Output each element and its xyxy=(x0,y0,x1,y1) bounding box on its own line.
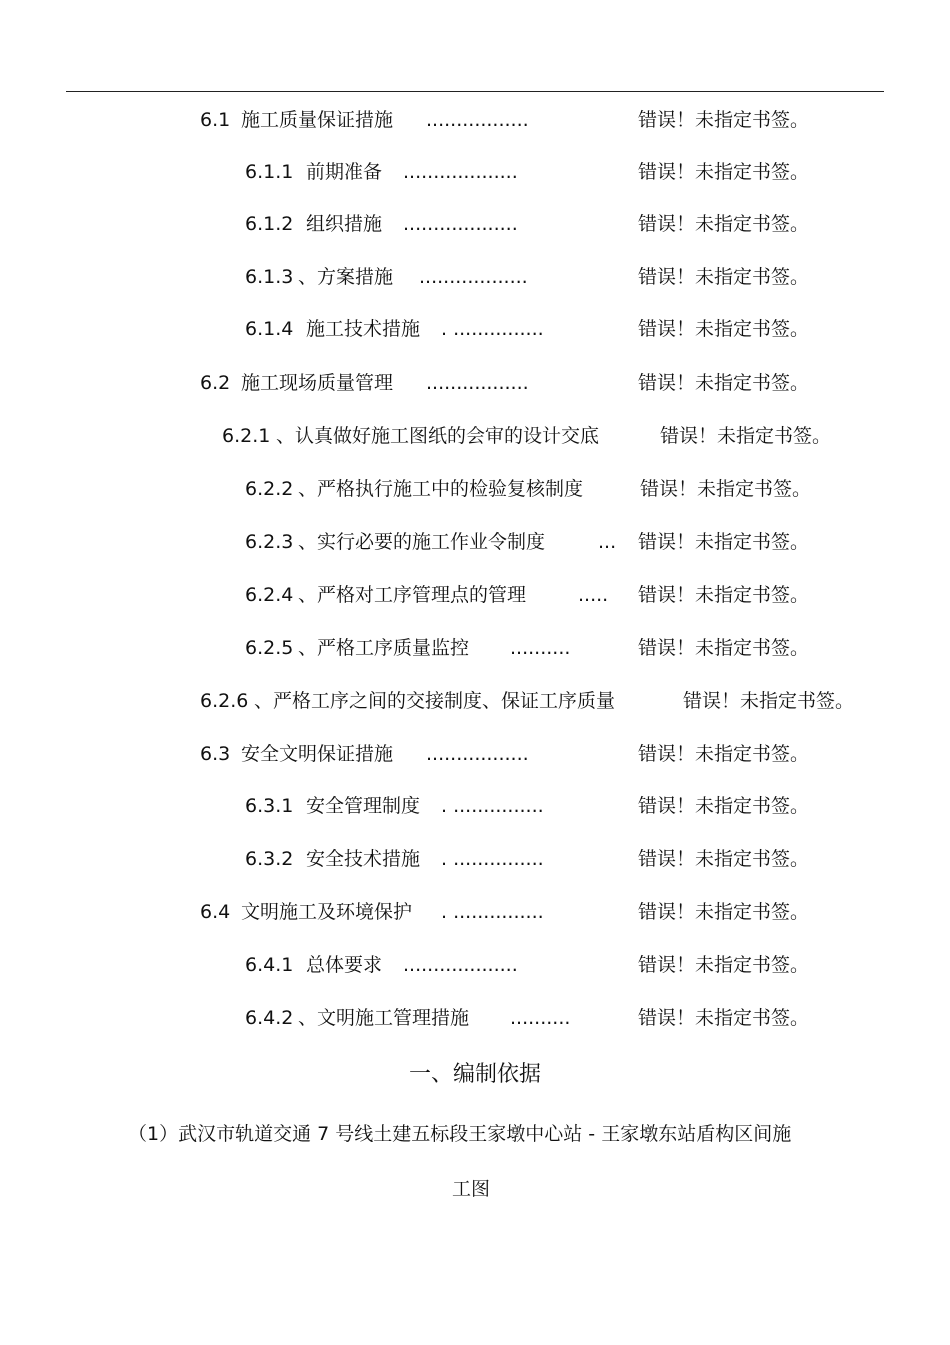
toc-page-ref: 错误！未指定书签。 xyxy=(638,584,810,606)
toc-entry-6-3-2[interactable] xyxy=(0,846,950,872)
toc-entry-6-4-1[interactable] xyxy=(0,952,950,978)
toc-title: 、方案措施 xyxy=(298,266,394,288)
toc-title: 安全文明保证措施 xyxy=(241,743,394,765)
toc-title: 前期准备 xyxy=(306,161,383,183)
toc-number: 6.2.3 xyxy=(245,531,294,553)
toc-leader: . ............... xyxy=(441,901,544,923)
toc-page-ref: 错误！未指定书签。 xyxy=(638,1007,810,1029)
toc-entry-6-1-2[interactable] xyxy=(0,211,950,237)
toc-number: 6.4.1 xyxy=(245,954,294,976)
toc-page-ref: 错误！未指定书签。 xyxy=(638,795,810,817)
toc-entry-6-2-5[interactable] xyxy=(0,635,950,661)
toc-number: 6.3.1 xyxy=(245,795,294,817)
toc-title: 施工技术措施 xyxy=(306,318,421,340)
toc-number: 6.2.4 xyxy=(245,584,294,606)
toc-leader: ... xyxy=(598,531,617,553)
toc-number: 6.1.4 xyxy=(245,318,294,340)
toc-title: 组织措施 xyxy=(306,213,383,235)
toc-number: 6.2.5 xyxy=(245,637,294,659)
toc-entry-6-1-4[interactable] xyxy=(0,316,950,342)
toc-number: 6.1.1 xyxy=(245,161,294,183)
toc-entry-6-1-1[interactable] xyxy=(0,159,950,185)
toc-page-ref: 错误！未指定书签。 xyxy=(638,318,810,340)
toc-entry-6-2-6[interactable] xyxy=(0,688,950,714)
toc-title: 文明施工及环境保护 xyxy=(241,901,413,923)
toc-entry-6-2-3[interactable] xyxy=(0,529,950,555)
toc-title: 安全技术措施 xyxy=(306,848,421,870)
toc-leader: ................. xyxy=(426,372,529,394)
toc-leader: . ............... xyxy=(441,848,544,870)
toc-title: 、实行必要的施工作业令制度 xyxy=(298,531,546,553)
toc-page-ref: 错误！未指定书签。 xyxy=(660,425,832,447)
toc-page-ref: 错误！未指定书签。 xyxy=(638,743,810,765)
toc-page-ref: 错误！未指定书签。 xyxy=(638,531,810,553)
toc-leader: ................... xyxy=(403,161,518,183)
toc-leader: .......... xyxy=(510,1007,571,1029)
toc-number: 6.3.2 xyxy=(245,848,294,870)
toc-leader: ................. xyxy=(426,743,529,765)
toc-title: 、严格执行施工中的检验复核制度 xyxy=(298,478,584,500)
toc-title: 总体要求 xyxy=(306,954,383,976)
toc-entry-6-3[interactable] xyxy=(0,741,950,767)
toc-entry-6-4[interactable] xyxy=(0,899,950,925)
toc-page-ref: 错误！未指定书签。 xyxy=(638,161,810,183)
toc-title: 施工质量保证措施 xyxy=(241,109,394,131)
toc-leader: ................. xyxy=(426,109,529,131)
toc-leader: ................... xyxy=(403,213,518,235)
toc-leader: ................... xyxy=(403,954,518,976)
toc-page-ref: 错误！未指定书签。 xyxy=(683,690,855,712)
toc-page-ref: 错误！未指定书签。 xyxy=(638,372,810,394)
toc-leader: . ............... xyxy=(441,318,544,340)
toc-entry-6-1[interactable] xyxy=(0,107,950,133)
toc-title: 施工现场质量管理 xyxy=(241,372,394,394)
toc-number: 6.1.3 xyxy=(245,266,294,288)
toc-number: 6.2.2 xyxy=(245,478,294,500)
toc-page-ref: 错误！未指定书签。 xyxy=(638,901,810,923)
toc-number: 6.4 xyxy=(200,901,231,923)
toc-number: 6.1.2 xyxy=(245,213,294,235)
toc-title: 、认真做好施工图纸的会审的设计交底 xyxy=(276,425,600,447)
header-rule xyxy=(66,91,884,92)
toc-page-ref: 错误！未指定书签。 xyxy=(638,213,810,235)
toc-page-ref: 错误！未指定书签。 xyxy=(638,848,810,870)
toc-leader: .......... xyxy=(510,637,571,659)
toc-entry-6-2-4[interactable] xyxy=(0,582,950,608)
toc-title: 安全管理制度 xyxy=(306,795,421,817)
toc-title: 、文明施工管理措施 xyxy=(298,1007,470,1029)
toc-leader: .................. xyxy=(419,266,528,288)
toc-number: 6.3 xyxy=(200,743,231,765)
toc-number: 6.2.1 xyxy=(222,425,271,447)
toc-entry-6-4-2[interactable] xyxy=(0,1005,950,1031)
toc-page-ref: 错误！未指定书签。 xyxy=(638,109,810,131)
toc-entry-6-2-1[interactable] xyxy=(0,423,950,449)
toc-page-ref: 错误！未指定书签。 xyxy=(638,637,810,659)
toc-entry-6-3-1[interactable] xyxy=(0,793,950,819)
toc-title: 、严格对工序管理点的管理 xyxy=(298,584,527,606)
toc-number: 6.2.6 xyxy=(200,690,249,712)
paragraph-line-1: （1）武汉市轨道交通 7 号线土建五标段王家墩中心站 - 王家墩东站盾构区间施 xyxy=(128,1123,792,1145)
toc-entry-6-2-2[interactable] xyxy=(0,476,950,502)
toc-entry-6-2[interactable] xyxy=(0,370,950,396)
toc-entry-6-1-3[interactable] xyxy=(0,264,950,290)
toc-leader: ..... xyxy=(578,584,609,606)
toc-title: 、严格工序之间的交接制度、保证工序质量 xyxy=(254,690,616,712)
toc-page-ref: 错误！未指定书签。 xyxy=(638,954,810,976)
toc-number: 6.2 xyxy=(200,372,231,394)
toc-page-ref: 错误！未指定书签。 xyxy=(638,266,810,288)
toc-title: 、严格工序质量监控 xyxy=(298,637,470,659)
toc-number: 6.1 xyxy=(200,109,231,131)
paragraph-line-2: 工图 xyxy=(452,1178,491,1200)
toc-number: 6.4.2 xyxy=(245,1007,294,1029)
toc-leader: . ............... xyxy=(441,795,544,817)
section-heading: 一、编制依据 xyxy=(408,1062,541,1087)
toc-page-ref: 错误！未指定书签。 xyxy=(640,478,812,500)
